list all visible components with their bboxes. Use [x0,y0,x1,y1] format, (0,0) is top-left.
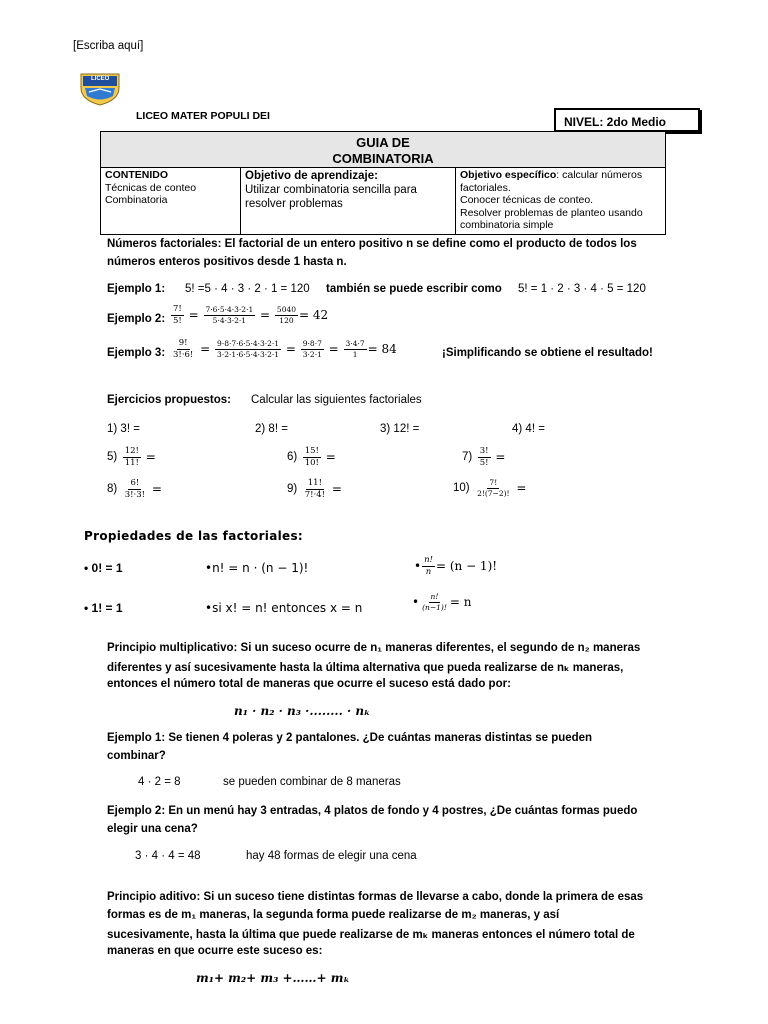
aditivo-line-2: formas es de m₁ maneras, la segunda forma puede realizarse de m₂ maneras, y así [107,909,560,921]
multiplicativo-line-3: entonces el número total de maneras que ocurre el suceso está dado por: [107,678,511,690]
logo-text: LICEO [91,76,110,82]
contenido-item-1: Técnicas de conteo [105,181,197,194]
school-logo [77,70,123,106]
exercise-9: 9) $\frac{11!}{7!\cdot 4!}$ = [287,478,342,500]
prop-recursive: •n! = n · (n − 1)! [205,561,309,575]
guide-title-line2: COMBINATORIA [332,151,434,166]
exercise-4: 4) 4! = [512,423,545,435]
multiplicativo-line-1: Principio multiplicativo: Si un suceso ocurre de n₁ maneras diferentes, el segundo de n₂ maneras [107,642,641,654]
ej3-frac-1: $\frac{9!}{3!\cdot 6!}$ [173,338,194,360]
aditivo-formula: m₁+ m₂+ m₃ +……+ mₖ [196,971,350,985]
mult-ejemplo1-line-2: combinar? [107,750,166,762]
ejemplo1-expr: 5! =5 · 4 · 3 · 2 · 1 = 120 [185,283,310,295]
nivel-box: NIVEL: 2do Medio [554,108,700,132]
exercise-2: 2) 8! = [255,423,288,435]
aditivo-line-3: sucesivamente, hasta la última que puede realizarse de mₖ maneras entonces el número total de [107,929,635,941]
especifico-line-4: Resolver problemas de planteo usando [460,206,643,219]
ej3-frac-2: $\frac{9\cdot 8\cdot 7\cdot 6\cdot 5\cdot 4\cdot 3\cdot 2\cdot 1}{3\cdot 2\cdot 1\cdot 6\cdot 5\cdot 4\cdot 3\cdot 2\cdot 1}$ [217,339,280,359]
ej2-result: = 42 [299,308,329,322]
especifico-line-2: factoriales. [460,181,511,194]
objetivo-text-1: Utilizar combinatoria sencilla para [245,184,417,196]
especifico-line-3: Conocer técnicas de conteo. [460,194,594,206]
ejemplo1-label: Ejemplo 1: [107,283,166,295]
exercise-6: 6) $\frac{15!}{10!}$ = [287,446,336,468]
school-name: LICEO MATER POPULI DEI [136,110,270,122]
factorial-definition-1: Números factoriales: El factorial de un entero positivo n se define como el producto de todos los [107,238,637,250]
objetivo-text-2: resolver problemas [245,198,343,210]
contenido-label: CONTENIDO [105,169,168,181]
ej3-frac-4: $\frac{3\cdot 4\cdot 7}{1}$ [345,339,365,359]
mult-ejemplo2-answer: hay 48 formas de elegir una cena [246,850,417,862]
exercise-5: 5) $\frac{12!}{11!}$ = [107,446,156,468]
guide-title [100,131,666,168]
mult-ejemplo2-calc: 3 · 4 · 4 = 48 [135,850,201,862]
prop-division-2: • $\frac{n!}{(n-1)!}$ = n [412,592,472,612]
exercise-3: 3) 12! = [380,423,420,435]
aditivo-line-1: Principio aditivo: Si un suceso tiene distintas formas de llevarse a cabo, donde la primera de esas [107,891,644,903]
mult-ejemplo1-line-1: Ejemplo 1: Se tienen 4 poleras y 2 pantalones. ¿De cuántas maneras distintas se pueden [107,732,593,744]
factorial-definition-2: números enteros positivos desde 1 hasta n. [107,256,347,268]
ej2-frac-2: $\frac{7\cdot 6\cdot 5\cdot 4\cdot 3\cdot 2\cdot 1}{5\cdot 4\cdot 3\cdot 2\cdot 1}$ [205,305,254,325]
especifico-cell [455,167,666,235]
guide-title-line1: GUIA DE [356,135,410,150]
ejemplo3-label: Ejemplo 3: [107,347,166,359]
mult-ejemplo1-answer: se pueden combinar de 8 maneras [223,776,401,788]
mult-ejemplo1-calc: 4 · 2 = 8 [138,776,181,788]
ejemplo3-expr: $\frac{9!}{3!\cdot 6!}$ = $\frac{9\cdot 8\cdot 7\cdot 6\cdot 5\cdot 4\cdot 3\cdot 2\cdot 1}{3\cdot 2\cdot 1\cdot 6\cdot 5\cdot 4\cdot 3\cdot 2\cdot 1}$ = $\frac{9\cdot 8\cdot 7}{3\cdot 2\cdot 1}$ = $\frac{3\cdot 4\cdot 7}{1}$ = 84 [173,338,397,360]
especifico-line-5: combinatoria simple [460,219,554,231]
objetivo-label: Objetivo de aprendizaje: [245,170,378,182]
propiedades-title: Propiedades de las factoriales: [84,529,304,543]
contenido-cell [100,167,241,235]
exercise-1: 1) 3! = [107,423,140,435]
contenido-item-2: Combinatoria [105,194,168,206]
prop-one-factorial: • 1! = 1 [84,601,123,615]
prop-equality: •si x! = n! entonces x = n [205,601,363,615]
exercise-7: 7) $\frac{3!}{5!}$ = [462,446,506,468]
ejercicios-label: Ejercicios propuestos: [107,394,231,406]
ejercicios-instr: Calcular las siguientes factoriales [251,394,422,406]
mult-ejemplo2-line-1: Ejemplo 2: En un menú hay 3 entradas, 4 platos de fondo y 4 postres, ¿De cuántas formas puedo [107,805,638,817]
ejemplo1-expr2: 5! = 1 · 2 · 3 · 4 · 5 = 120 [518,283,646,295]
aditivo-line-4: maneras en que ocurre este suceso es: [107,945,323,957]
prop-division: • $\frac{n!}{n}$ = (n − 1)! [414,555,498,577]
especifico-label: Objetivo específico [460,169,557,181]
ejemplo2-expr: $\frac{7!}{5!}$ = $\frac{7\cdot 6\cdot 5\cdot 4\cdot 3\cdot 2\cdot 1}{5\cdot 4\cdot 3\cdot 2\cdot 1}$ = $\frac{5040}{120}$ = 42 [173,304,329,326]
multiplicativo-formula: n₁ · n₂ · n₃ ·........ · nₖ [234,704,371,718]
ejemplo2-label: Ejemplo 2: [107,313,166,325]
ejemplo3-note: ¡Simplificando se obtiene el resultado! [442,347,653,359]
mult-ejemplo2-line-2: elegir una cena? [107,823,198,835]
objetivo-cell [240,167,456,235]
header-placeholder: [Escriba aquí] [73,40,144,52]
especifico-line-1: : calcular números [556,169,643,181]
ej3-result: = 84 [367,342,397,356]
multiplicativo-line-2: diferentes y así sucesivamente hasta la última alternativa que pueda realizarse de nₖ maneras, [107,662,624,674]
ej2-frac-3: $\frac{5040}{120}$ [276,305,297,325]
ej3-frac-3: $\frac{9\cdot 8\cdot 7}{3\cdot 2\cdot 1}$ [302,339,322,359]
ejemplo1-mid: también se puede escribir como [326,283,502,295]
ej2-frac-1: $\frac{7!}{5!}$ [173,304,182,326]
exercise-8: 8) $\frac{6!}{3!\cdot 3!}$ = [107,478,162,500]
exercise-10: 10) $\frac{7!}{2!(7-2)!}$ = [453,478,527,498]
prop-zero-factorial: • 0! = 1 [84,561,123,575]
